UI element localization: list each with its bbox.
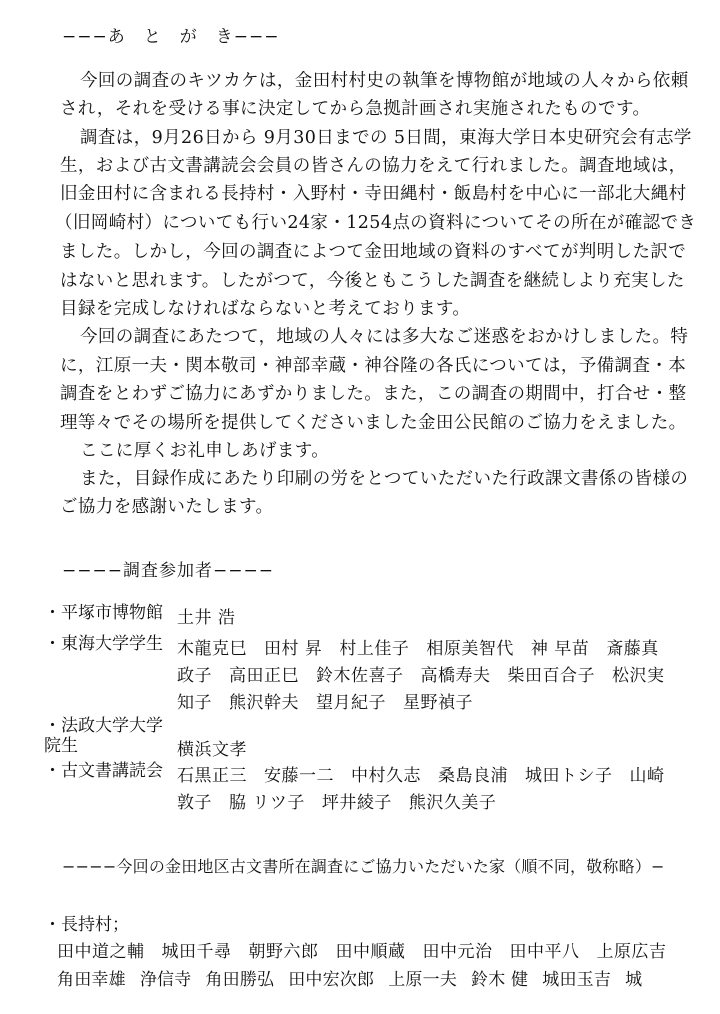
household-name: 角田幸雄 — [57, 970, 126, 990]
household-name: 上原広吉 — [596, 942, 667, 962]
household-name: 田中宏次郎 — [288, 970, 375, 990]
household-name: 浄信寺 — [139, 970, 192, 990]
participant-name: 村上佳子 — [339, 639, 410, 659]
names-row — [177, 603, 235, 628]
household-name: 上原一夫 — [388, 970, 458, 990]
participant-name: 横浜文孝 — [177, 740, 247, 760]
afterword-line: ここに厚くお礼申しあげます。 — [80, 441, 330, 461]
group-label: ・法政大学大学院生 — [44, 716, 163, 756]
participant-name: 木龍克巳 — [177, 639, 247, 659]
names-row — [57, 937, 667, 962]
household-name: 田中平八 — [509, 942, 580, 962]
afterword-line: 調査は，9月26日から 9月30日までの 5日間，東海大学日本史研究会有志学 — [80, 128, 692, 148]
afterword-line: 理等々でその場所を提供してくださいました金田公民館のご協力をえました。 — [60, 413, 687, 433]
afterword-line: 生，および古文書講読会会員の皆さんの協力をえて行れました。調査地域は， — [60, 156, 687, 176]
household-name: 田中元治 — [422, 942, 493, 962]
afterword-line: （旧岡崎村）についても行い24家・1254点の資料についてその所在が確認でき — [55, 213, 697, 233]
participant-name: 坪井綾子 — [321, 793, 392, 813]
afterword-line: はないと思れます。したがつて，今後ともこうした調査を継続しより充実した — [60, 271, 685, 291]
household-name: 朝野六郎 — [248, 942, 319, 962]
afterword-line: に，江原一夫・関本敬司・神部幸蔵・神谷隆の各氏については，予備調査・本 — [60, 356, 687, 376]
household-name: 城 — [625, 970, 643, 990]
participant-name: 相原美智代 — [426, 639, 514, 659]
group-label: ・平塚市博物館 — [44, 603, 163, 623]
participant-name: 政子 — [177, 666, 212, 686]
names-row — [177, 788, 496, 813]
participant-name: 望月紀子 — [316, 693, 386, 713]
participant-name: 石黒正三 — [177, 766, 247, 786]
village-label: ・長持村； — [44, 915, 129, 935]
participant-name: 鈴木佐喜子 — [316, 666, 404, 686]
participant-name: 斎藤真 — [606, 639, 659, 659]
afterword-line: され，それを受ける事に決定してから急拠計画され実施されたものです。 — [60, 99, 651, 119]
group-label: ・東海大学学生 — [44, 634, 163, 654]
afterword-heading: −−−あ と が き−−− — [62, 27, 280, 47]
afterword-line: ました。しかし，今回の調査によつて金田地域の資料のすべてが判明した訳で — [60, 242, 687, 262]
participant-name: 熊沢久美子 — [408, 793, 497, 813]
afterword-line: 目録を完成しなければならないと考えております。 — [60, 299, 471, 319]
participant-name: 熊沢幹夫 — [229, 693, 299, 713]
participant-name: 知子 — [177, 693, 212, 713]
household-name: 城田玉吉 — [542, 970, 612, 990]
afterword-line: また，目録作成にあたり印刷の労をとつていただいた行政課文書係の皆様の — [80, 469, 689, 489]
participant-name: 桑島良浦 — [438, 766, 508, 786]
household-name: 田中道之輔 — [57, 942, 145, 962]
participant-name: 土井 浩 — [177, 608, 236, 628]
names-row — [177, 634, 659, 659]
household-name: 鈴木 健 — [471, 970, 529, 990]
participant-name: 高橋寿夫 — [420, 666, 491, 686]
names-row — [177, 661, 665, 686]
household-name: 角田勝弘 — [205, 970, 275, 990]
participant-name: 田村 昇 — [264, 639, 323, 659]
afterword-line: 今回の調査のキツカケは，金田村村史の執筆を博物館が地域の人々から依頼 — [80, 71, 689, 91]
participant-name: 高田正巳 — [229, 666, 299, 686]
names-row — [177, 761, 665, 786]
household-name: 城田千尋 — [161, 942, 232, 962]
participant-name: 山崎 — [629, 766, 665, 786]
group-label: ・古文書講読会 — [44, 761, 163, 781]
afterword-line: 調査をとわずご協力にあずかりました。また，この調査の期間中，打合せ・整 — [60, 384, 687, 404]
household-name: 田中順蔵 — [335, 942, 406, 962]
participant-name: 中村久志 — [351, 766, 421, 786]
cooperators-heading: −−−−今回の金田地区古文書所在調査にご協力いただいた家（順不同，敬称略）− — [62, 857, 665, 876]
participant-name: 柴田百合子 — [507, 666, 595, 686]
participant-name: 星野禎子 — [403, 693, 473, 713]
afterword-line: ご協力を感謝いたします。 — [60, 497, 274, 517]
participants-heading: −−−−調査参加者−−−− — [62, 561, 274, 581]
afterword-line: 今回の調査にあたつて，地域の人々には多大なご迷惑をおかけしました。特 — [80, 327, 689, 347]
participant-name: 脇 リツ子 — [229, 793, 305, 813]
afterword-line: 旧金田村に含まれる長持村・入野村・寺田縄村・飯島村を中心に一部北大縄村 — [60, 184, 687, 204]
names-row — [57, 965, 642, 990]
participant-name: 安藤一二 — [264, 766, 334, 786]
participant-name: 敦子 — [177, 793, 212, 813]
participant-name: 神 早苗 — [530, 639, 590, 659]
participant-name: 松沢実 — [612, 666, 665, 686]
participant-name: 城田トシ子 — [525, 766, 613, 786]
names-row — [177, 688, 473, 713]
names-row — [177, 735, 247, 760]
